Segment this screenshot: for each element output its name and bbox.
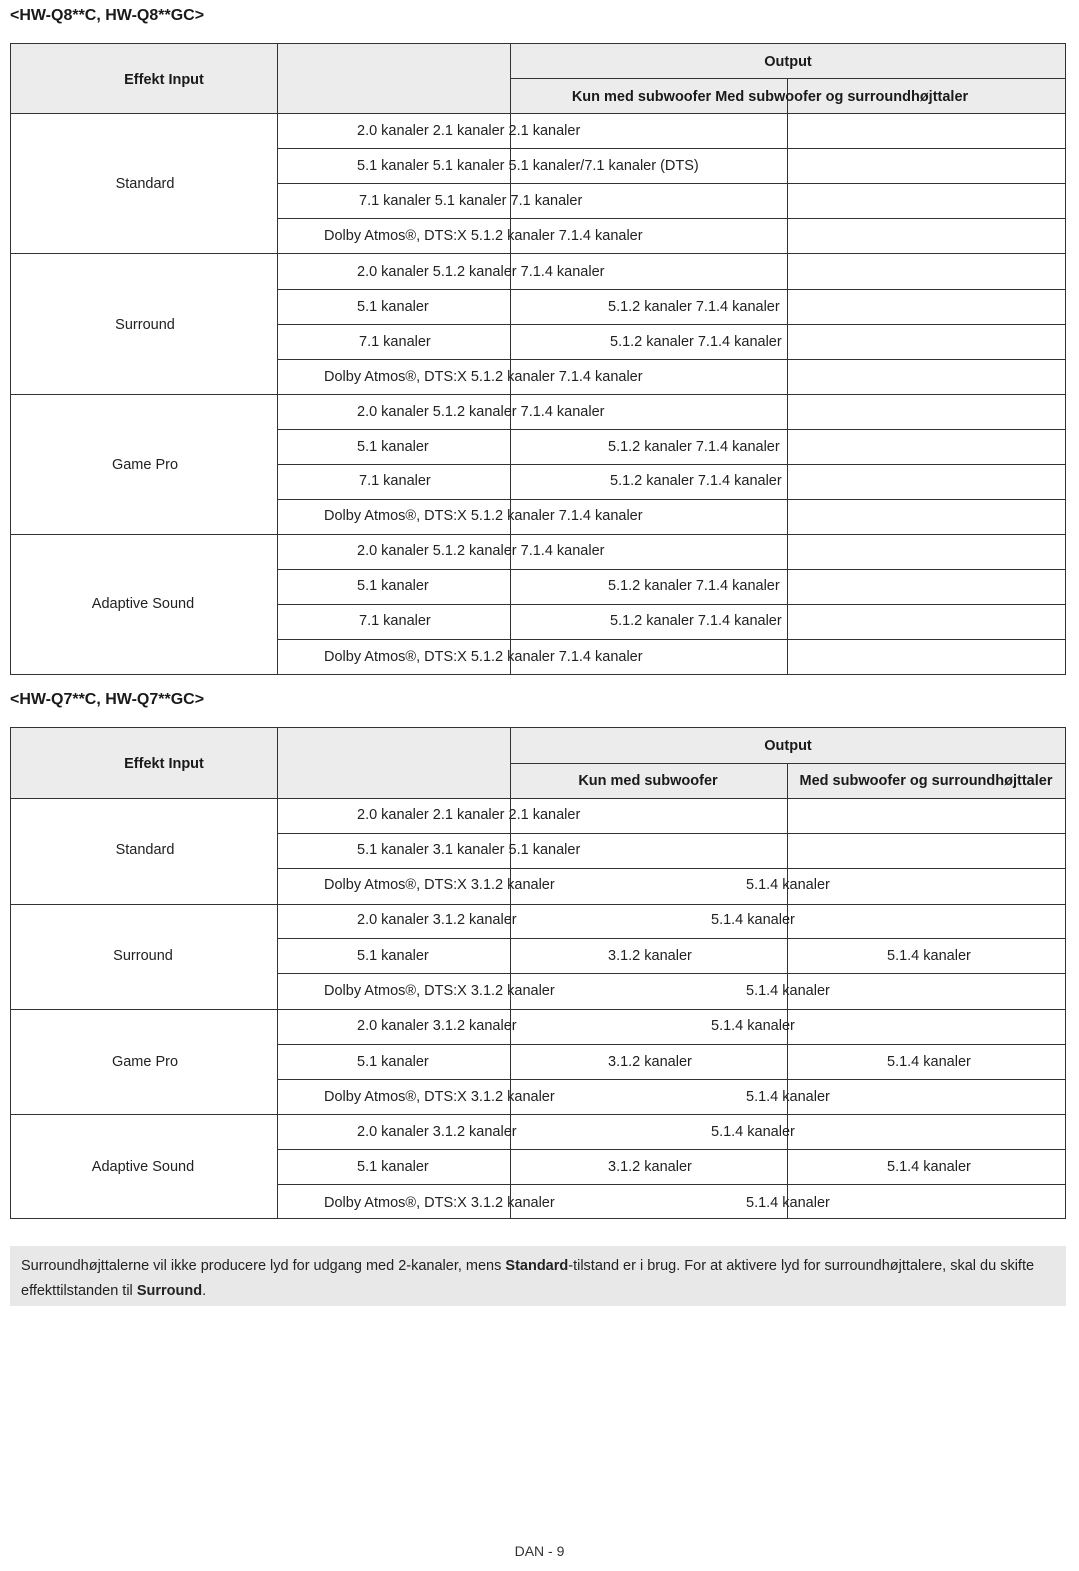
note-bold-standard: Standard bbox=[505, 1258, 569, 1274]
row-output: 5.1.2 kanaler 7.1.4 kanaler bbox=[610, 613, 782, 629]
row-sub-only: 3.1.2 kanaler bbox=[608, 1054, 692, 1070]
row-input: 5.1 kanaler bbox=[357, 299, 429, 315]
section-title-q7: <HW-Q7**C, HW-Q7**GC> bbox=[10, 691, 205, 708]
table-row: Dolby Atmos®, DTS:X 5.1.2 kanaler 7.1.4 kanaler bbox=[324, 369, 643, 385]
note-box bbox=[10, 1246, 1066, 1306]
row-output: 5.1.2 kanaler 7.1.4 kanaler bbox=[610, 334, 782, 350]
row-input: 5.1 kanaler bbox=[357, 948, 429, 964]
table-row: 2.0 kanaler 5.1.2 kanaler 7.1.4 kanaler bbox=[357, 264, 605, 280]
row-output: 5.1.2 kanaler 7.1.4 kanaler bbox=[610, 473, 782, 489]
table-row: 2.0 kanaler 2.1 kanaler 2.1 kanaler bbox=[357, 123, 581, 139]
row-tail: 5.1.4 kanaler bbox=[746, 1089, 830, 1105]
row-tail: 5.1.4 kanaler bbox=[711, 912, 795, 928]
row-input: 5.1 kanaler bbox=[357, 578, 429, 594]
table-row: 5.1 kanaler 5.1 kanaler 5.1 kanaler/7.1 kanaler (DTS) bbox=[357, 158, 699, 174]
table-row: Dolby Atmos®, DTS:X 5.1.2 kanaler 7.1.4 kanaler bbox=[324, 228, 643, 244]
group-label: Adaptive Sound bbox=[91, 1159, 195, 1175]
table-row: 2.0 kanaler 2.1 kanaler 2.1 kanaler bbox=[357, 807, 581, 823]
row-sub-only: 3.1.2 kanaler bbox=[608, 948, 692, 964]
group-label: Standard bbox=[115, 176, 175, 192]
group-label: Standard bbox=[115, 842, 175, 858]
group-label: Game Pro bbox=[111, 1054, 179, 1070]
row-tail: 5.1.4 kanaler bbox=[746, 1195, 830, 1211]
table-row: 2.0 kanaler 5.1.2 kanaler 7.1.4 kanaler bbox=[357, 404, 605, 420]
header-sub-only: Kun med subwoofer bbox=[578, 773, 718, 789]
header-output: Output bbox=[764, 54, 812, 70]
row-lead: 2.0 kanaler 3.1.2 kanaler bbox=[357, 1018, 517, 1034]
note-text: Surroundhøjttalerne vil ikke producere lyd for udgang med 2-kanaler, mens bbox=[21, 1258, 506, 1274]
table-q7 bbox=[10, 727, 1066, 1219]
row-sub-only: 3.1.2 kanaler bbox=[608, 1159, 692, 1175]
row-lead: 2.0 kanaler 3.1.2 kanaler bbox=[357, 1124, 517, 1140]
table-q8 bbox=[10, 43, 1066, 675]
header-effect-input: Effekt Input bbox=[124, 756, 204, 772]
row-tail: 5.1.4 kanaler bbox=[746, 877, 830, 893]
note-bold-surround: Surround bbox=[136, 1283, 203, 1299]
table-row: 7.1 kanaler 5.1 kanaler 7.1 kanaler bbox=[359, 193, 583, 209]
table-row: Dolby Atmos®, DTS:X 5.1.2 kanaler 7.1.4 kanaler bbox=[324, 649, 643, 665]
header-effect-input: Effekt Input bbox=[124, 72, 204, 88]
page-number: DAN - 9 bbox=[514, 1543, 565, 1559]
table-row: 2.0 kanaler 5.1.2 kanaler 7.1.4 kanaler bbox=[357, 543, 605, 559]
row-tail: 5.1.4 kanaler bbox=[711, 1018, 795, 1034]
row-lead: Dolby Atmos®, DTS:X 3.1.2 kanaler bbox=[324, 1195, 555, 1211]
row-sub-surround: 5.1.4 kanaler bbox=[887, 948, 971, 964]
table-row: Dolby Atmos®, DTS:X 5.1.2 kanaler 7.1.4 kanaler bbox=[324, 508, 643, 524]
row-tail: 5.1.4 kanaler bbox=[711, 1124, 795, 1140]
row-lead: 2.0 kanaler 3.1.2 kanaler bbox=[357, 912, 517, 928]
header-output: Output bbox=[764, 738, 812, 754]
row-input: 7.1 kanaler bbox=[359, 334, 431, 350]
row-input: 7.1 kanaler bbox=[359, 473, 431, 489]
row-output: 5.1.2 kanaler 7.1.4 kanaler bbox=[608, 578, 780, 594]
row-lead: Dolby Atmos®, DTS:X 3.1.2 kanaler bbox=[324, 877, 555, 893]
section-title-q8: <HW-Q8**C, HW-Q8**GC> bbox=[10, 7, 205, 24]
row-output: 5.1.2 kanaler 7.1.4 kanaler bbox=[608, 299, 780, 315]
note-text: . bbox=[202, 1283, 207, 1299]
row-input: 5.1 kanaler bbox=[357, 1159, 429, 1175]
group-label: Surround bbox=[113, 948, 173, 964]
note-text: -tilstand er i brug. For at aktivere lyd for surroundhøjttalere, skal du skifte effekttilstanden til bbox=[21, 1258, 1035, 1299]
row-lead: Dolby Atmos®, DTS:X 3.1.2 kanaler bbox=[324, 983, 555, 999]
row-tail: 5.1.4 kanaler bbox=[746, 983, 830, 999]
row-input: 7.1 kanaler bbox=[359, 613, 431, 629]
row-output: 5.1.2 kanaler 7.1.4 kanaler bbox=[608, 439, 780, 455]
row-lead: Dolby Atmos®, DTS:X 3.1.2 kanaler bbox=[324, 1089, 555, 1105]
table-row: 5.1 kanaler 3.1 kanaler 5.1 kanaler bbox=[357, 842, 581, 858]
group-label: Surround bbox=[115, 317, 175, 333]
row-input: 5.1 kanaler bbox=[357, 439, 429, 455]
header-output-subcolumns: Kun med subwoofer Med subwoofer og surroundhøjttaler bbox=[571, 89, 969, 105]
group-label: Adaptive Sound bbox=[91, 596, 195, 612]
header-sub-surround: Med subwoofer og surroundhøjttaler bbox=[799, 773, 1053, 789]
group-label: Game Pro bbox=[111, 457, 179, 473]
row-input: 5.1 kanaler bbox=[357, 1054, 429, 1070]
row-sub-surround: 5.1.4 kanaler bbox=[887, 1054, 971, 1070]
row-sub-surround: 5.1.4 kanaler bbox=[887, 1159, 971, 1175]
